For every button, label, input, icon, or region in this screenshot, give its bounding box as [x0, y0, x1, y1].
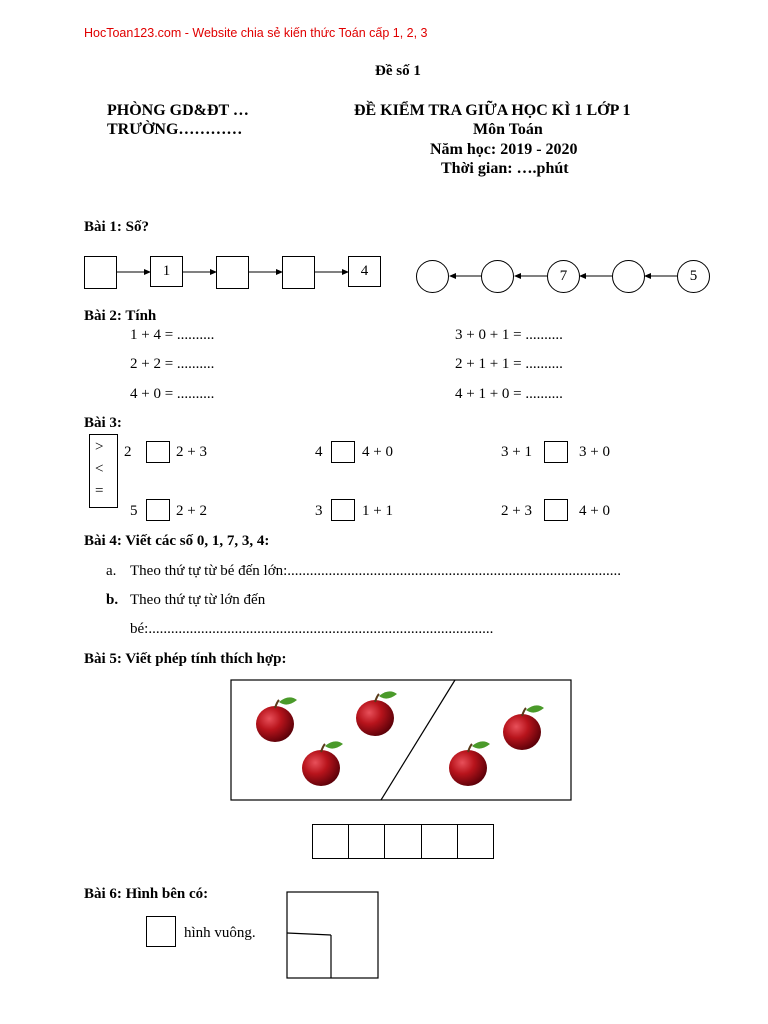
operation-box[interactable]: [421, 824, 458, 859]
department: PHÒNG GD&ĐT …: [107, 102, 249, 119]
calc-left-2: 2 + 2 = ..........: [130, 356, 215, 372]
compare-right: 2 + 2: [176, 503, 207, 519]
bai6-title: Bài 6: Hình bên có:: [84, 886, 209, 902]
operation-box[interactable]: [384, 824, 422, 859]
compare-right: 1 + 1: [362, 503, 393, 519]
figure-line: [287, 933, 331, 935]
compare-left: 3 + 1: [501, 444, 532, 460]
number-circle[interactable]: 5: [677, 260, 710, 293]
bai1-title: Bài 1: Số?: [84, 219, 150, 235]
calc-right-3: 4 + 1 + 0 = ..........: [455, 386, 563, 402]
list-marker-b: b.: [106, 592, 119, 608]
compare-right: 4 + 0: [579, 503, 610, 519]
subject: Môn Toán: [473, 121, 543, 138]
exam-title: ĐỀ KIỂM TRA GIỮA HỌC KÌ 1 LỚP 1: [354, 102, 631, 119]
calc-right-2: 2 + 1 + 1 = ..........: [455, 356, 563, 372]
compare-right: 4 + 0: [362, 444, 393, 460]
bai3-title: Bài 3:: [84, 415, 122, 431]
school-year: Năm học: 2019 - 2020: [430, 141, 578, 158]
equal-sign: =: [95, 483, 104, 499]
calc-left-3: 4 + 0 = ..........: [130, 386, 215, 402]
operation-box[interactable]: [348, 824, 385, 859]
operation-box[interactable]: [312, 824, 349, 859]
compare-right: 2 + 3: [176, 444, 207, 460]
compare-left: 3: [315, 503, 323, 519]
exam-number: Đề số 1: [375, 63, 421, 79]
website-link[interactable]: HocToan123.com - Website chia sẻ kiến thức Toán cấp 1, 2, 3: [84, 26, 428, 40]
operation-box[interactable]: [457, 824, 494, 859]
number-box[interactable]: 4: [348, 256, 381, 287]
compare-left: 2 + 3: [501, 503, 532, 519]
exam-time: Thời gian: ….phút: [441, 160, 569, 177]
square-count-box[interactable]: [146, 916, 176, 947]
list-marker-a: a.: [106, 563, 117, 579]
compare-left: 5: [130, 503, 138, 519]
compare-left: 2: [124, 444, 132, 460]
bai4-title: Bài 4: Viết các số 0, 1, 7, 3, 4:: [84, 533, 270, 549]
calc-right-1: 3 + 0 + 1 = ..........: [455, 327, 563, 343]
bai4-b-text: Theo thứ tự từ lớn đến: [130, 592, 266, 608]
bai5-title: Bài 5: Viết phép tính thích hợp:: [84, 651, 287, 667]
bai6-answer-label: hình vuông.: [184, 925, 256, 941]
compare-right: 3 + 0: [579, 444, 610, 460]
less-sign: <: [95, 461, 104, 477]
compare-left: 4: [315, 444, 323, 460]
square-figure: [287, 892, 378, 978]
calc-left-1: 1 + 4 = ..........: [130, 327, 215, 343]
bai2-title: Bài 2: Tính: [84, 308, 157, 324]
greater-sign: >: [95, 439, 104, 455]
bai4-a-text: Theo thứ tự từ bé đến lớn:.........................................................................................: [130, 563, 622, 579]
bai4-b-text-cont: bé:............................................................................................: [130, 621, 494, 637]
number-circle[interactable]: 7: [547, 260, 580, 293]
school: TRƯỜNG…………: [107, 121, 243, 138]
number-box[interactable]: 1: [150, 256, 183, 287]
